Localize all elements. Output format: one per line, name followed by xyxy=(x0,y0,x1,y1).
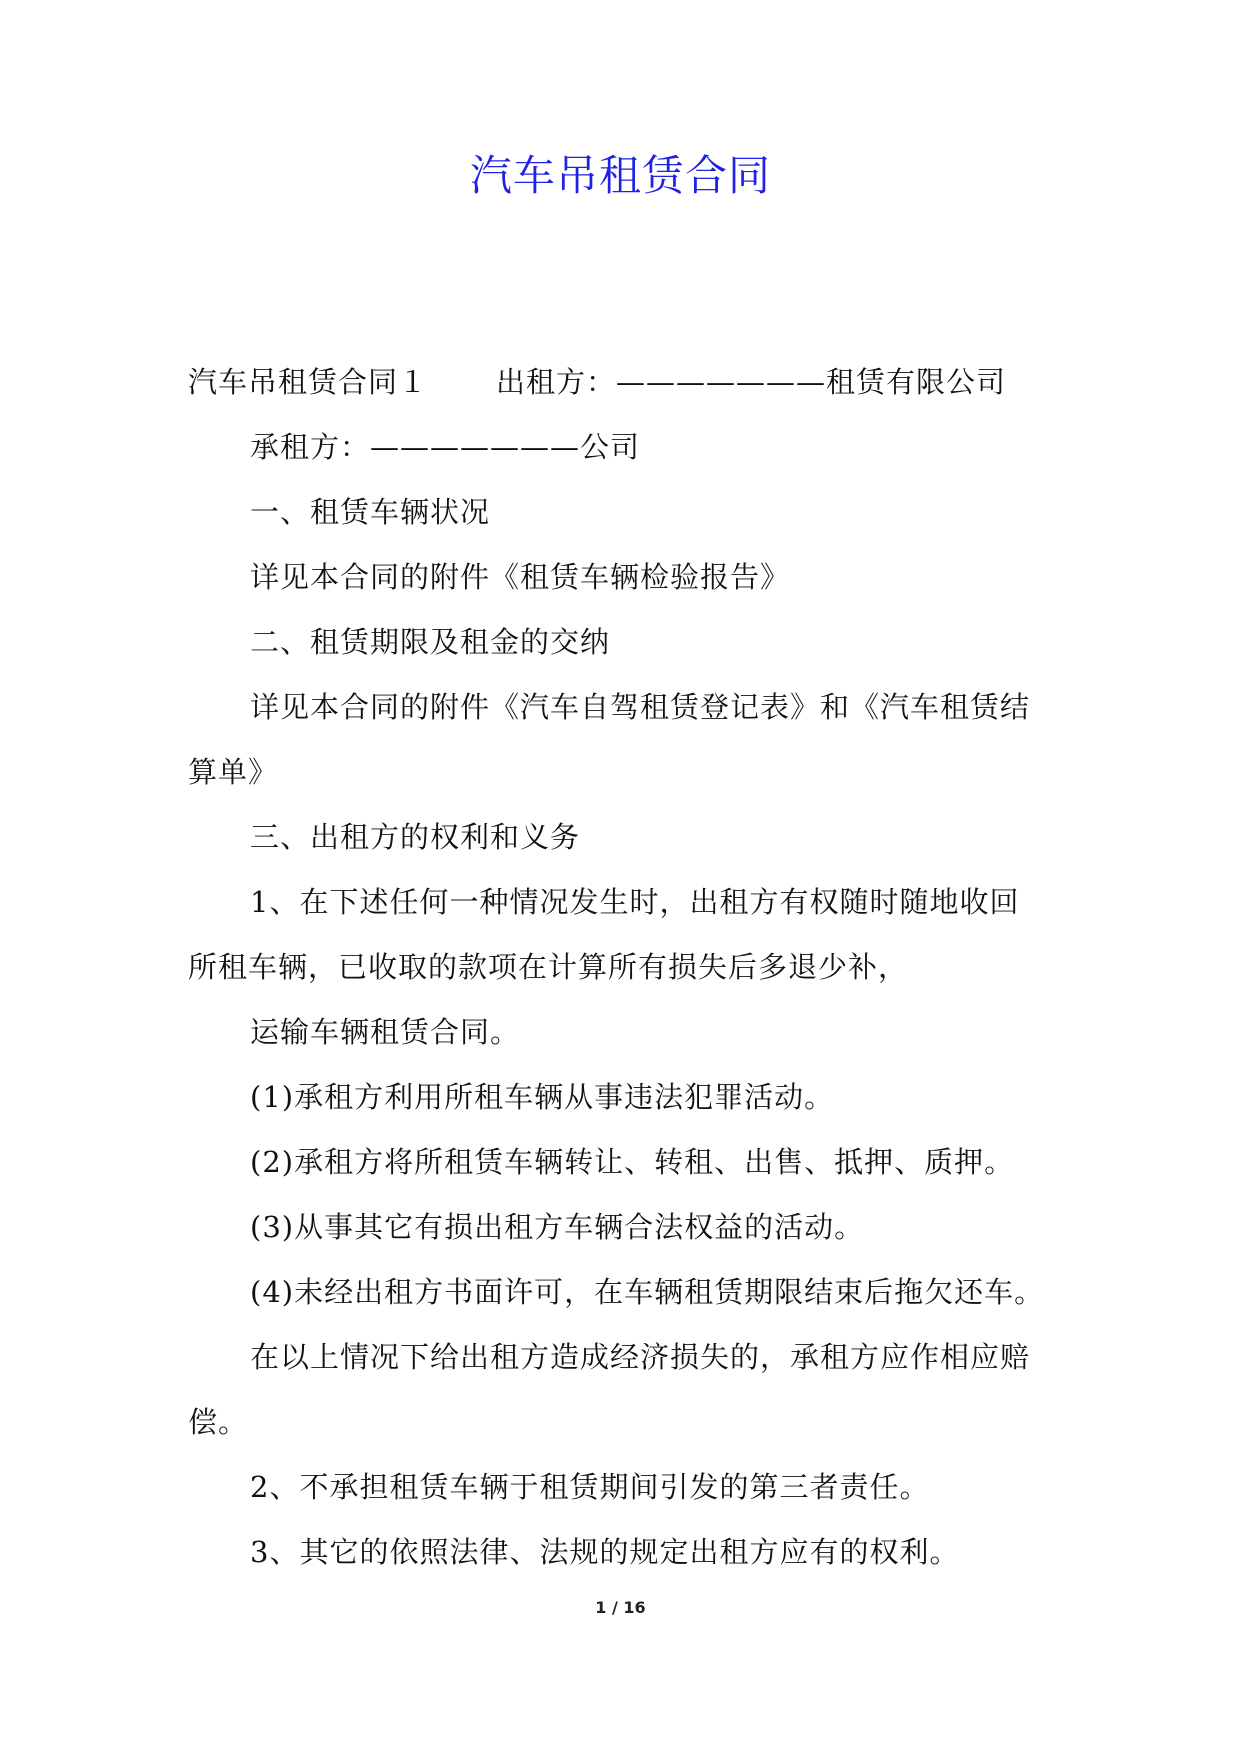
lessor-line: 出租方：———————租赁有限公司 xyxy=(496,365,1007,399)
section-heading-lessor-rights: 三、出租方的权利和义务 xyxy=(250,820,581,854)
paragraph-clause-2: 2、不承担租赁车辆于租赁期间引发的第三者责任。 xyxy=(250,1470,930,1504)
paragraph-transport-contract: 运输车辆租赁合同。 xyxy=(250,1015,521,1049)
paragraph-term-rent: 详见本合同的附件《汽车自驾租赁登记表》和《汽车租赁结 xyxy=(250,690,1031,724)
paragraph-compensation: 在以上情况下给出租方造成经济损失的，承租方应作相应赔 xyxy=(250,1340,1031,1374)
section-heading-vehicle-status: 一、租赁车辆状况 xyxy=(250,495,491,529)
paragraph-clause-1: 1、在下述任何一种情况发生时，出租方有权随时随地收回 xyxy=(250,885,1020,919)
paragraph-clause-3: 3、其它的依照法律、法规的规定出租方应有的权利。 xyxy=(250,1535,960,1569)
paragraph-clause-1-cont: 所租车辆，已收取的款项在计算所有损失后多退少补， xyxy=(188,950,909,984)
list-item-3: (3)从事其它有损出租方车辆合法权益的活动。 xyxy=(250,1210,865,1244)
paragraph-term-rent-cont: 算单》 xyxy=(188,755,279,789)
paragraph-compensation-cont: 偿。 xyxy=(188,1405,249,1439)
lessee-line: 承租方：———————公司 xyxy=(250,430,641,464)
document-body xyxy=(188,350,1058,1585)
list-item-2: (2)承租方将所租赁车辆转让、转租、出售、抵押、质押。 xyxy=(250,1145,1015,1179)
contract-heading-line xyxy=(188,350,1058,415)
contract-heading-title: 汽车吊租赁合同１ xyxy=(188,365,429,399)
document-title: 汽车吊租赁合同 xyxy=(469,151,771,200)
paragraph-vehicle-status: 详见本合同的附件《租赁车辆检验报告》 xyxy=(250,560,791,594)
section-heading-term-rent: 二、租赁期限及租金的交纳 xyxy=(250,625,611,659)
list-item-4: (4)未经出租方书面许可，在车辆租赁期限结束后拖欠还车。 xyxy=(250,1275,1045,1309)
page-number: 1 / 16 xyxy=(595,1598,646,1617)
list-item-1: (1)承租方利用所租车辆从事违法犯罪活动。 xyxy=(250,1080,835,1114)
